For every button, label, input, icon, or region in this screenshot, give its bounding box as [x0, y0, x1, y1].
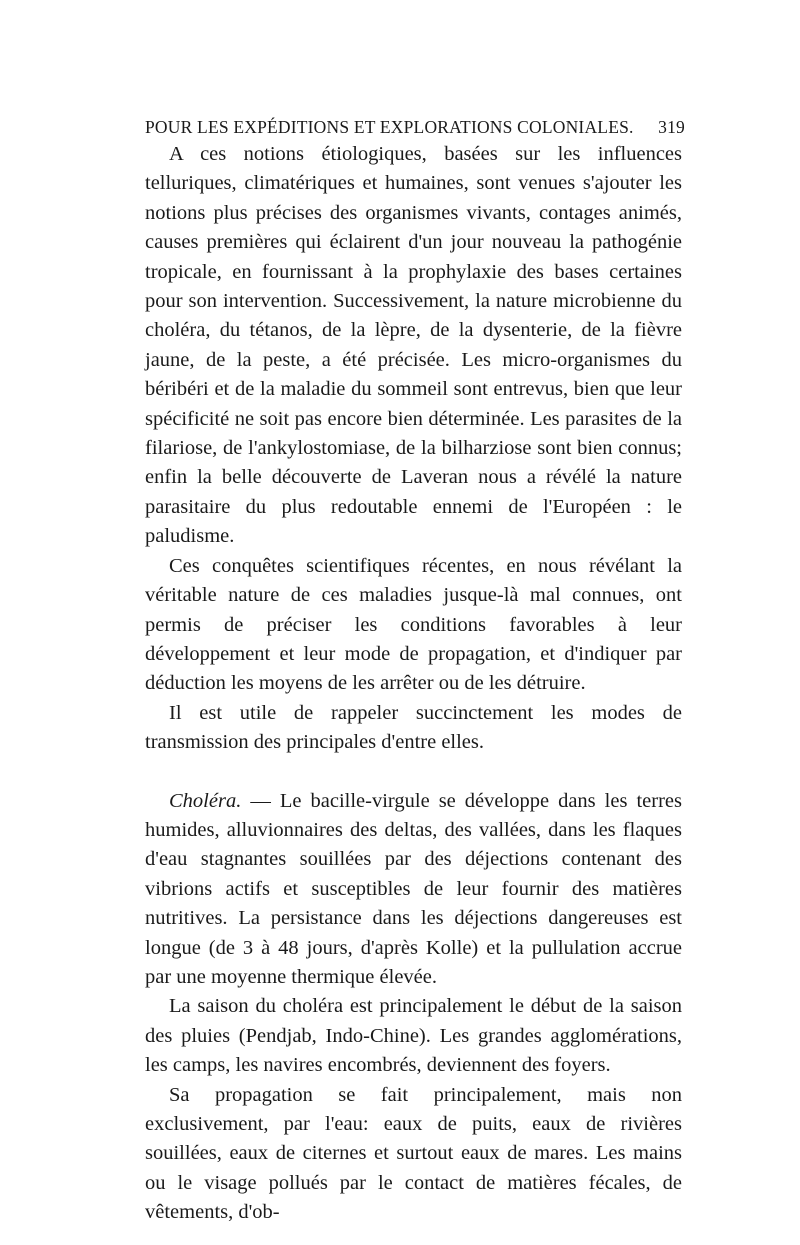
body-text [145, 140, 682, 1228]
running-head [145, 117, 685, 141]
paragraph-cholera-season: La saison du choléra est principalement le début de la saison des pluies (Pendjab, Indo-Chine). Les grandes agglomérations, les camps, les navires encombrés, deviennent des foyers. [145, 995, 682, 1077]
cholera-lead-text: — Le bacille-virgule se développe dans les terres humides, alluvionnaires des deltas, des vallées, dans les flaques d'eau stagnantes souillées par des déjections contenant des vibrions actifs et susceptibles de leur fournir des matières nutritives. La persistance dans les déjections dangereuses est longue (de 3 à 48 jours, d'après Kolle) et la pullulation accrue par une moyenne thermique élevée. [145, 789, 682, 988]
page-number: 319 [658, 117, 685, 137]
paragraph-cholera-propagation: Sa propagation se fait principalement, mais non exclusivement, par l'eau: eaux de puits, eaux de rivières souillées, eaux de citernes et surtout eaux de mares. Les mains ou le visage pollués par le contact de matières fécales, de vêtements, d'ob- [145, 1083, 682, 1224]
paragraph-transmission-intro: Il est utile de rappeler succinctement les modes de transmission des principales d'entre elles. [145, 701, 682, 754]
running-head-title: POUR LES EXPÉDITIONS ET EXPLORATIONS COLONIALES. [145, 117, 634, 137]
paragraph-etiology: A ces notions étiologiques, basées sur les influences telluriques, climatériques et humaines, sont venues s'ajouter les notions plus précises des organismes vivants, contages animés, causes premières qui éclairent d'un jour nouveau la pathogénie tropicale, en fournissant à la prophylaxie des bases certaines pour son intervention. Successivement, la nature microbienne du choléra, du tétanos, de la lèpre, de la dysenterie, de la fièvre jaune, de la peste, a été précisée. Les micro-organismes du béribéri et de la maladie du sommeil sont entrevus, bien que leur spécificité ne soit pas encore bien déterminée. Les parasites de la filariose, de l'ankylostomiase, de la bilharziose sont bien connus; enfin la belle découverte de Laveran nous a révélé la nature parasitaire du plus redoutable ennemi de l'Européen : le paludisme. [145, 143, 682, 548]
cholera-paragraph [145, 787, 682, 993]
cholera-heading: Choléra. [169, 789, 242, 812]
paragraph-scientific-conquests: Ces conquêtes scientifiques récentes, en nous révélant la véritable nature de ces maladies jusque-là mal connues, ont permis de préciser les conditions favorables à leur développement et leur mode de propagation, et d'indiquer par déduction les moyens de les arrêter ou de les détruire. [145, 554, 682, 695]
